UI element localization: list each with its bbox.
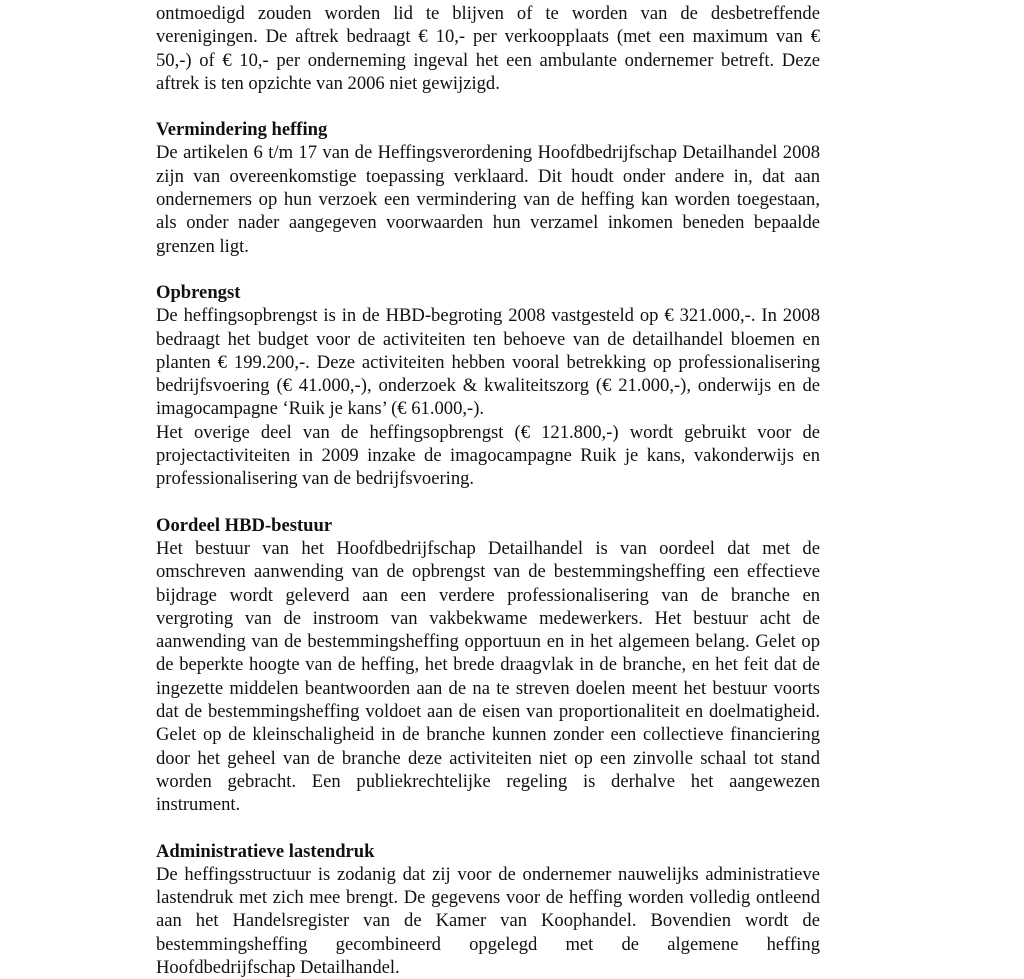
section-heading: Administratieve lastendruk	[156, 840, 820, 863]
section-heading: Opbrengst	[156, 281, 820, 304]
section-gap	[156, 95, 820, 118]
section-heading: Oordeel HBD-bestuur	[156, 514, 820, 537]
section-paragraph: De artikelen 6 t/m 17 van de Heffingsverordening Hoofdbedrijfschap Detailhandel 2008 zijn van overeenkomstige toepassing verklaard. Dit houdt onder andere in, dat aan ondernemers op hun verzoek een vermindering van de heffing kan worden toegestaan, als onder nader aangegeven voorwaarden hun verzamel inkomen beneden bepaalde grenzen ligt.	[156, 141, 820, 257]
section-paragraph: Het bestuur van het Hoofdbedrijfschap Detailhandel is van oordeel dat met de omschreven aanwending van de opbrengst van de bestemmingsheffing een effectieve bijdrage wordt geleverd aan een verdere professionalisering van de branche en vergroting van de instroom van vakbekwame medewerkers. Het bestuur acht de aanwending van de bestemmingsheffing opportuun en in het algemeen belang. Gelet op de beperkte hoogte van de heffing, het brede draagvlak in de branche, en het feit dat de ingezette middelen beantwoorden aan de na te streven doelen meent het bestuur voorts dat de bestemmingsheffing voldoet aan de eisen van proportionaliteit en doelmatigheid. Gelet op de kleinschaligheid in de branche kunnen zonder een collectieve financiering door het geheel van de branche deze activiteiten niet op een zinvolle schaal tot stand worden gebracht. Een publiekrechtelijke regeling is derhalve het aangewezen instrument.	[156, 537, 820, 817]
section-paragraph: De heffingsopbrengst is in de HBD-begroting 2008 vastgesteld op € 321.000,-. In 2008 bedraagt het budget voor de activiteiten ten behoeve van de detailhandel bloemen en planten € 199.200,-. Deze activiteiten hebben vooral betrekking op professionalisering bedrijfsvoering (€ 41.000,-), onderzoek & kwaliteitszorg (€ 21.000,-), onderwijs en de imagocampagne ‘Ruik je kans’ (€ 61.000,-).	[156, 304, 820, 420]
document-page	[156, 0, 820, 979]
section-oordeel-hbd-bestuur	[156, 514, 820, 817]
section-paragraph: Het overige deel van de heffingsopbrengst (€ 121.800,-) wordt gebruikt voor de projectactiviteiten in 2009 inzake de imagocampagne Ruik je kans, vakonderwijs en professionalisering van de bedrijfsvoering.	[156, 421, 820, 491]
section-gap	[156, 258, 820, 281]
section-gap	[156, 491, 820, 514]
section-heading: Vermindering heffing	[156, 118, 820, 141]
section-vermindering-heffing	[156, 118, 820, 258]
section-paragraph: De heffingsstructuur is zodanig dat zij voor de ondernemer nauwelijks administratieve lastendruk met zich mee brengt. De gegevens voor de heffing worden volledig ontleend aan het Handelsregister van de Kamer van Koophandel. Bovendien wordt de bestemmingsheffing gecombineerd opgelegd met de algemene heffing Hoofdbedrijfschap Detailhandel.	[156, 863, 820, 979]
section-gap	[156, 817, 820, 840]
section-opbrengst	[156, 281, 820, 491]
section-administratieve-lastendruk	[156, 840, 820, 979]
intro-paragraph: ontmoedigd zouden worden lid te blijven of te worden van de desbetreffende verenigingen. De aftrek bedraagt € 10,- per verkoopplaats (met een maximum van € 50,-) of € 10,- per onderneming ingeval het een ambulante ondernemer betreft. Deze aftrek is ten opzichte van 2006 niet gewijzigd.	[156, 2, 820, 95]
